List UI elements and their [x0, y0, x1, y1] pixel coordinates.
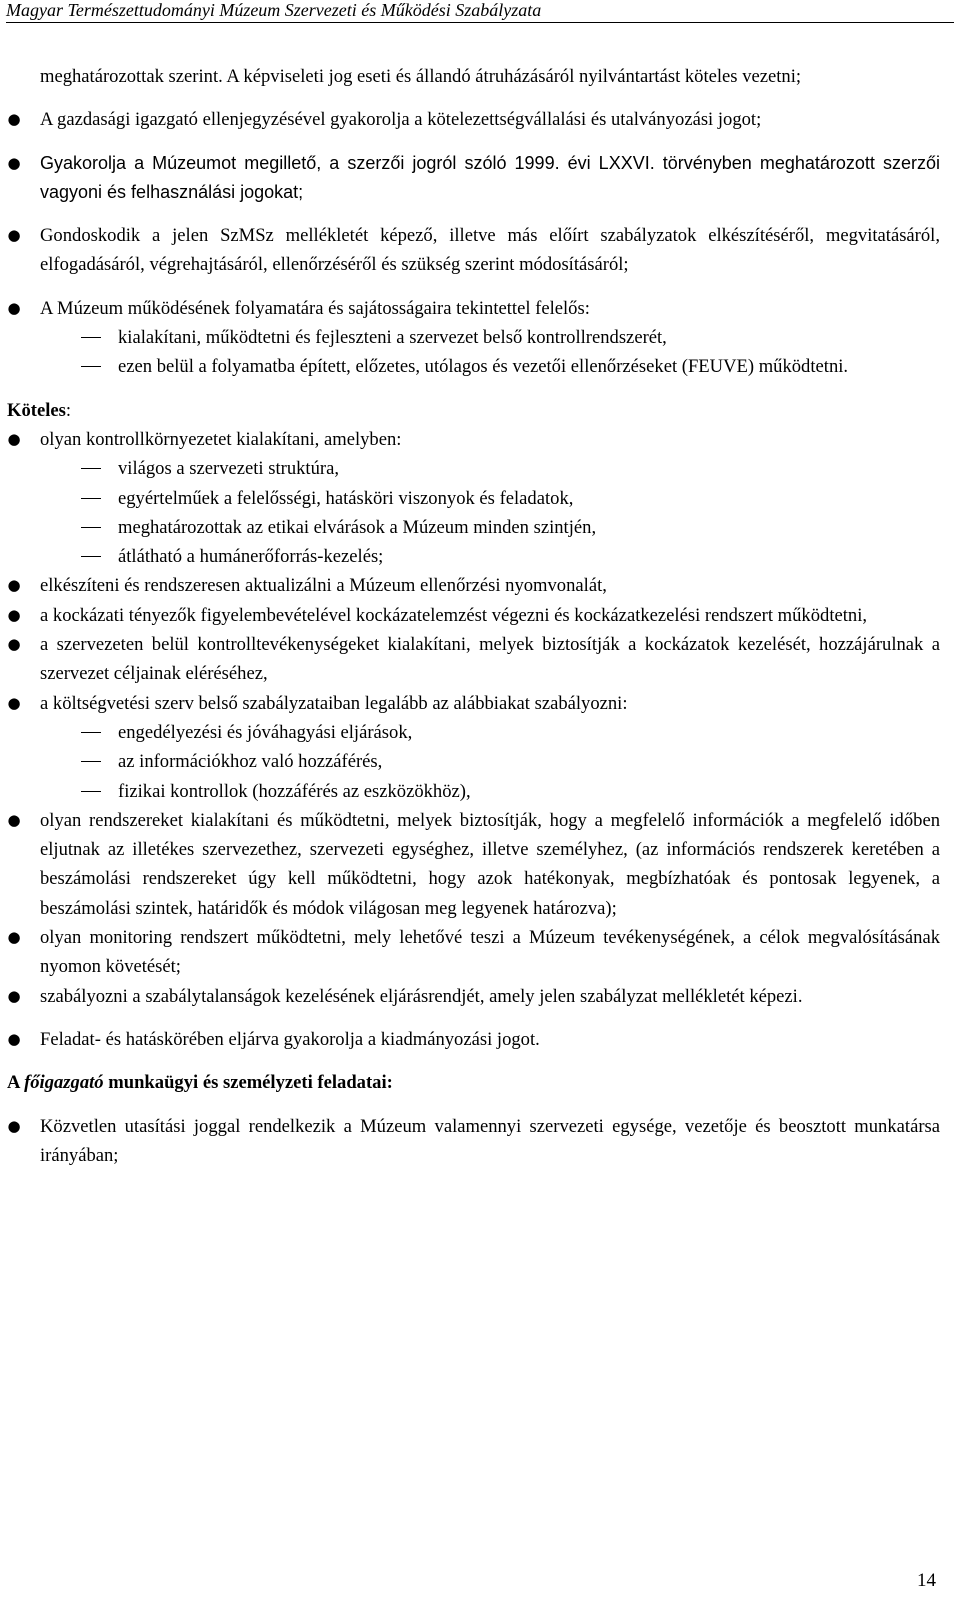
dash-icon: [81, 556, 101, 557]
header-rule: [6, 22, 954, 23]
list-item: [7, 601, 940, 630]
bullet-icon: ●: [7, 1029, 21, 1048]
item-text: Gyakorolja a Múzeumot megillető, a szerzői jogról szóló 1999. évi LXXVI. törvényben meghatározott szerzői vagyoni és felhasználási jogokat;: [40, 152, 940, 202]
list-item: [7, 806, 940, 923]
list-item: [7, 630, 940, 689]
bullet-icon: ●: [7, 110, 21, 129]
dash-icon: [81, 337, 101, 338]
item-text: olyan rendszereket kialakítani és működtetni, melyek biztosítják, hogy a megfelelő információk a megfelelő időben eljutnak az illetékes szervezethez, szervezeti egységhez, illetve személyhez, (az információs rendszerek keretében a beszámolási rendszereket úgy kell működtetni, hogy azok hatékonyak, megbízhatóak és pontosak legyenek, a beszámolási szintek, határidők és módok világosan meg legyenek határozva);: [40, 809, 940, 919]
bullet-icon: ●: [7, 928, 21, 947]
section-emph: főigazgató: [24, 1072, 104, 1094]
item-text: Feladat- és hatáskörében eljárva gyakorolja a kiadmányozási jogot.: [40, 1028, 540, 1050]
bullet-icon: ●: [7, 1116, 21, 1135]
page-number: 14: [917, 1570, 936, 1591]
list-item: [7, 571, 940, 600]
sub-list-item: [40, 513, 940, 542]
item-text: a költségvetési szerv belső szabályzataiban legalább az alábbiakat szabályozni:: [40, 692, 628, 714]
bullet-icon: ●: [7, 429, 21, 448]
list-item: [7, 1112, 940, 1171]
item-text: Gondoskodik a jelen SzMSz mellékletét képező, illetve más előírt szabályzatok elkészítéséről, megvitatásáról, elfogadásáról, végrehajtásáról, ellenőrzéséről és szükség szerint módosításáról;: [40, 225, 940, 276]
list-item: [7, 923, 940, 982]
list-item: [7, 1025, 940, 1054]
sub-list-item: [40, 454, 940, 483]
sub-item-text: az információkhoz való hozzáférés,: [118, 751, 383, 773]
sub-list-item: [40, 747, 940, 776]
item-text: A Múzeum működésének folyamatára és sajátosságaira tekintettel felelős:: [40, 297, 590, 319]
list-item: [7, 105, 940, 134]
koteles-label: Köteles: [7, 399, 66, 421]
item-text: Közvetlen utasítási joggal rendelkezik a Múzeum valamennyi szervezeti egysége, vezetője és beosztott munkatársa irányában;: [40, 1115, 940, 1166]
sub-item-text: átlátható a humánerőforrás-kezelés;: [118, 546, 384, 568]
list-item: [7, 982, 940, 1011]
koteles-heading: [7, 396, 940, 425]
dash-icon: [81, 498, 101, 499]
bullet-icon: ●: [7, 810, 21, 829]
dash-icon: [81, 366, 101, 367]
sub-item-text: ezen belül a folyamatba épített, előzetes, utólagos és vezetői ellenőrzéseket (FEUVE) működtetni.: [118, 356, 849, 378]
sub-list-item: [40, 323, 940, 352]
section-rest: munkaügyi és személyzeti feladatai:: [103, 1072, 393, 1094]
page-header: [0, 0, 960, 28]
sub-item-text: fizikai kontrollok (hozzáférés az eszközökhöz),: [118, 780, 471, 802]
sub-list-item: [40, 777, 940, 806]
continuation-text: meghatározottak szerint. A képviseleti jog eseti és állandó átruházásáról nyilvántartást köteles vezetni;: [40, 66, 802, 87]
koteles-list: [7, 425, 940, 1011]
list-item: [7, 294, 940, 323]
sub-list-item: [40, 718, 940, 747]
bullet-icon: ●: [7, 986, 21, 1005]
sub-item-text: engedélyezési és jóváhagyási eljárások,: [118, 721, 413, 743]
sub-item-text: világos a szervezeti struktúra,: [118, 458, 339, 480]
koteles-colon: :: [65, 399, 72, 421]
sub-list-item: [40, 542, 940, 571]
item-text: szabályozni a szabálytalanságok kezelésének eljárásrendjét, amely jelen szabályzat mellékletét képezi.: [40, 985, 803, 1007]
dash-icon: [81, 791, 101, 792]
bullet-icon: ●: [7, 693, 21, 712]
document-body: [7, 62, 940, 1170]
bullet-icon: ●: [7, 576, 21, 595]
dash-icon: [81, 468, 101, 469]
item-text: A gazdasági igazgató ellenjegyzésével gyakorolja a kötelezettségvállalási és utalványozási jogot;: [40, 109, 762, 131]
sub-list-item: [40, 484, 940, 513]
list-item: [7, 221, 940, 280]
dash-icon: [81, 527, 101, 528]
sub-item-text: kialakítani, működtetni és fejleszteni a szervezet belső kontrollrendszerét,: [118, 327, 667, 349]
sub-list-item: [40, 352, 940, 381]
header-title: Magyar Természettudományi Múzeum Szervezeti és Működési Szabályzata: [6, 0, 542, 20]
item-text: elkészíteni és rendszeresen aktualizálni a Múzeum ellenőrzési nyomvonalát,: [40, 575, 607, 597]
item-text: a kockázati tényezők figyelembevételével kockázatelemzést végezni és kockázatkezelési rendszert működtetni,: [40, 604, 868, 626]
section-prefix: A: [7, 1072, 25, 1094]
section-heading: [7, 1068, 940, 1097]
dash-icon: [81, 761, 101, 762]
item-text: a szervezeten belül kontrolltevékenységeket kialakítani, melyek biztosítják a kockázatok kezelését, hozzájárulnak a szervezet céljainak eléréséhez,: [40, 634, 940, 685]
bullet-icon: ●: [7, 298, 21, 317]
item-text: olyan monitoring rendszert működtetni, mely lehetővé teszi a Múzeum tevékenységének, a célok megvalósításának nyomon követését;: [40, 927, 940, 978]
list-item: [7, 425, 940, 454]
sub-item-text: meghatározottak az etikai elvárások a Múzeum minden szintjén,: [118, 516, 597, 538]
bullet-icon: ●: [7, 605, 21, 624]
bullet-icon: ●: [7, 635, 21, 654]
bullet-icon: ●: [7, 153, 21, 172]
sub-list: [40, 323, 940, 382]
dash-icon: [81, 732, 101, 733]
item-text: olyan kontrollkörnyezetet kialakítani, amelyben:: [40, 428, 402, 450]
bullet-icon: ●: [7, 226, 21, 245]
sub-item-text: egyértelműek a felelősségi, hatásköri viszonyok és feladatok,: [118, 487, 574, 509]
list-item: [7, 689, 940, 718]
list-item: [7, 149, 940, 208]
